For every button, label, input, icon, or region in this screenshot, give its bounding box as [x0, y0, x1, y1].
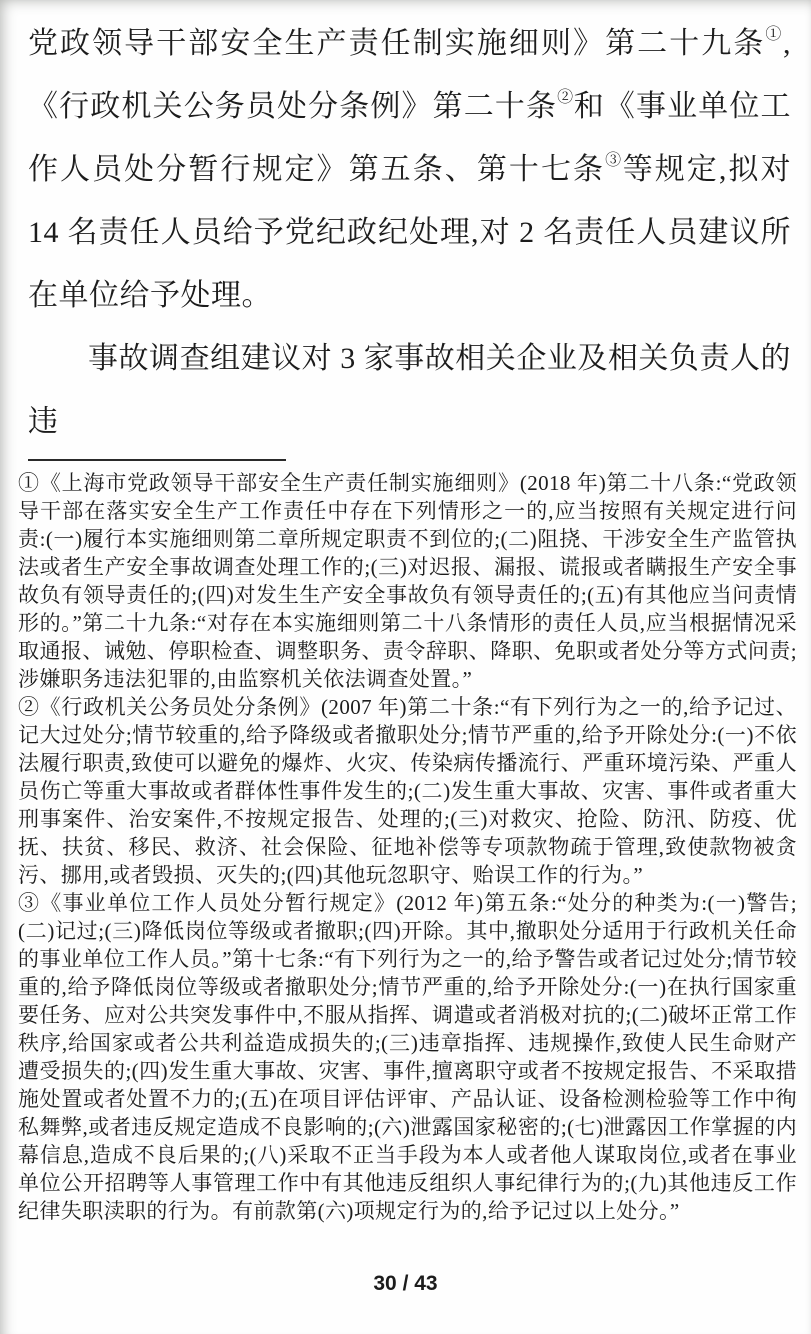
body-text-segment: 等规定,拟对 14 名责任人员给予党纪政纪处理,对 2 名责任人员建议所在单位给予处理。: [28, 153, 791, 312]
footnote-1-text: 《上海市党政领导干部安全生产责任制实施细则》(2018 年)第二十八条:“党政领导干部在落实安全生产工作责任中存在下列情形之一的,应当按照有关规定进行问责:(一)履行本实施细则第二章所规定职责不到位的;(二)阻挠、干涉安全生产监管执法或者生产安全事故调查处理工作的;(三)对迟报、漏报、谎报或者瞒报生产安全事故负有领导责任的;(四)对发生生产安全事故负有领导责任的;(五)有其他应当问责情形的。”第二十九条:“对存在本实施细则第二十八条情形的责任人员,应当根据情况采取通报、诫勉、停职检查、调整职务、责令辞职、降职、免职或者处分等方式问责;涉嫌职务违法犯罪的,由监察机关依法调查处置。”: [18, 471, 798, 691]
footnote-2-text: 《行政机关公务员处分条例》(2007 年)第二十条:“有下列行为之一的,给予记过、记大过处分;情节较重的,给予降级或者撤职处分;情节严重的,给予开除处分:(一)不依法履行职责,致使可以避免的爆炸、火灾、传染病传播流行、严重环境污染、严重人员伤亡等重大事故或者群体性事件发生的;(二)发生重大事故、灾害、事件或者重大刑事案件、治安案件,不按规定报告、处理的;(三)对救灾、抢险、防汛、防疫、优抚、扶贫、移民、救济、社会保险、征地补偿等专项款物疏于管理,致使款物被贪污、挪用,或者毁损、灭失的;(四)其他玩忽职守、贻误工作的行为。”: [18, 695, 797, 887]
body-text-segment: 党政领导干部安全生产责任制实施细则》第二十九条: [28, 27, 766, 60]
footnote-ref-1: ①: [765, 26, 783, 43]
page-number: 30 / 43: [373, 1272, 438, 1295]
footnote-2: [18, 693, 797, 889]
footnote-3-text: 《事业单位工作人员处分暂行规定》(2012 年)第五条:“处分的种类为:(一)警告;(二)记过;(三)降低岗位等级或者撤职;(四)开除。其中,撤职处分适用于行政机关任命的事业单位工作人员。”第十七条:“有下列行为之一的,给予警告或者记过处分;情节较重的,给予降低岗位等级或者撤职处分;情节严重的,给予开除处分:(一)在执行国家重要任务、应对公共突发事件中,不服从指挥、调遣或者消极对抗的;(二)破坏正常工作秩序,给国家或者公共利益造成损失的;(三)违章指挥、违规操作,致使人民生命财产遭受损失的;(四)发生重大事故、灾害、事件,擅离职守或者不按规定报告、不采取措施处置或者处置不力的;(五)在项目评估评审、产品认证、设备检测检验等工作中徇私舞弊,或者违反规定造成不良影响的;(六)泄露国家秘密的;(七)泄露因工作掌握的内幕信息,造成不良后果的;(八)采取不正当手段为本人或者他人谋取岗位,或者在事业单位公开招聘等人事管理工作中有其他违反组织人事纪律行为的;(九)其他违反工作纪律失职渎职的行为。有前款第(六)项规定行为的,给予记过以上处分。”: [18, 891, 797, 1223]
footnote-3-marker: ③: [18, 891, 41, 915]
body-paragraph-2: 事故调查组建议对 3 家事故相关企业及相关负责人的违: [28, 342, 791, 438]
footnote-2-marker: ②: [18, 695, 40, 719]
body-text-segment: ,《行政机关公务员处分条例》第二十条: [28, 27, 791, 123]
footnote-3: [18, 889, 797, 1225]
footnote-separator: [28, 459, 286, 461]
main-text-block: [28, 0, 791, 453]
footnote-ref-2: ②: [557, 89, 574, 106]
footnote-ref-3: ③: [605, 152, 623, 169]
footnote-1-marker: ①: [18, 471, 40, 495]
footnote-1: [18, 469, 797, 693]
body-text-segment: 和《事业单位工作人员处分暂行规定》第五条、第十七条: [28, 90, 791, 186]
body-paragraph-continued: [28, 12, 791, 327]
footnotes-block: [18, 469, 797, 1225]
